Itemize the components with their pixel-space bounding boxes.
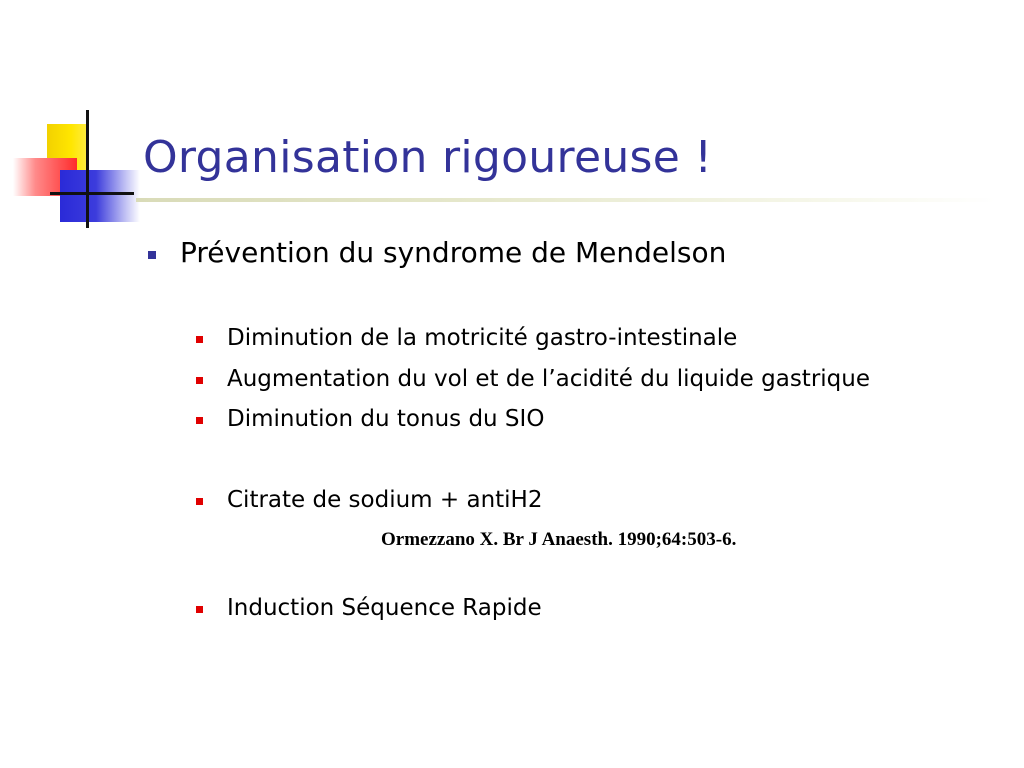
sub-bullet-text: Citrate de sodium + antiH2 [227,487,543,513]
sub-bullet-text: Diminution du tonus du SIO [227,406,545,432]
sub-bullet-text: Diminution de la motricité gastro-intestinale [227,325,738,351]
main-bullet-text: Prévention du syndrome de Mendelson [180,236,727,269]
sub-bullet-text: Augmentation du vol et de l’acidité du liquide gastrique [227,366,871,392]
bullet-square-icon [196,498,203,505]
logo-horizontal-line [50,192,134,195]
bullet-square-icon [196,336,203,343]
logo-blue-square [60,170,140,222]
sub-bullet-text: Induction Séquence Rapide [227,595,542,621]
bullet-square-icon [196,377,203,384]
title-divider [136,198,996,202]
bullet-square-icon [196,606,203,613]
bullet-square-icon [148,251,156,259]
slide-logo-icon [0,0,160,240]
reference-citation: Ormezzano X. Br J Anaesth. 1990;64:503-6. [381,529,737,550]
logo-vertical-line [86,110,89,228]
slide-title: Organisation rigoureuse ! [143,132,713,183]
bullet-square-icon [196,417,203,424]
